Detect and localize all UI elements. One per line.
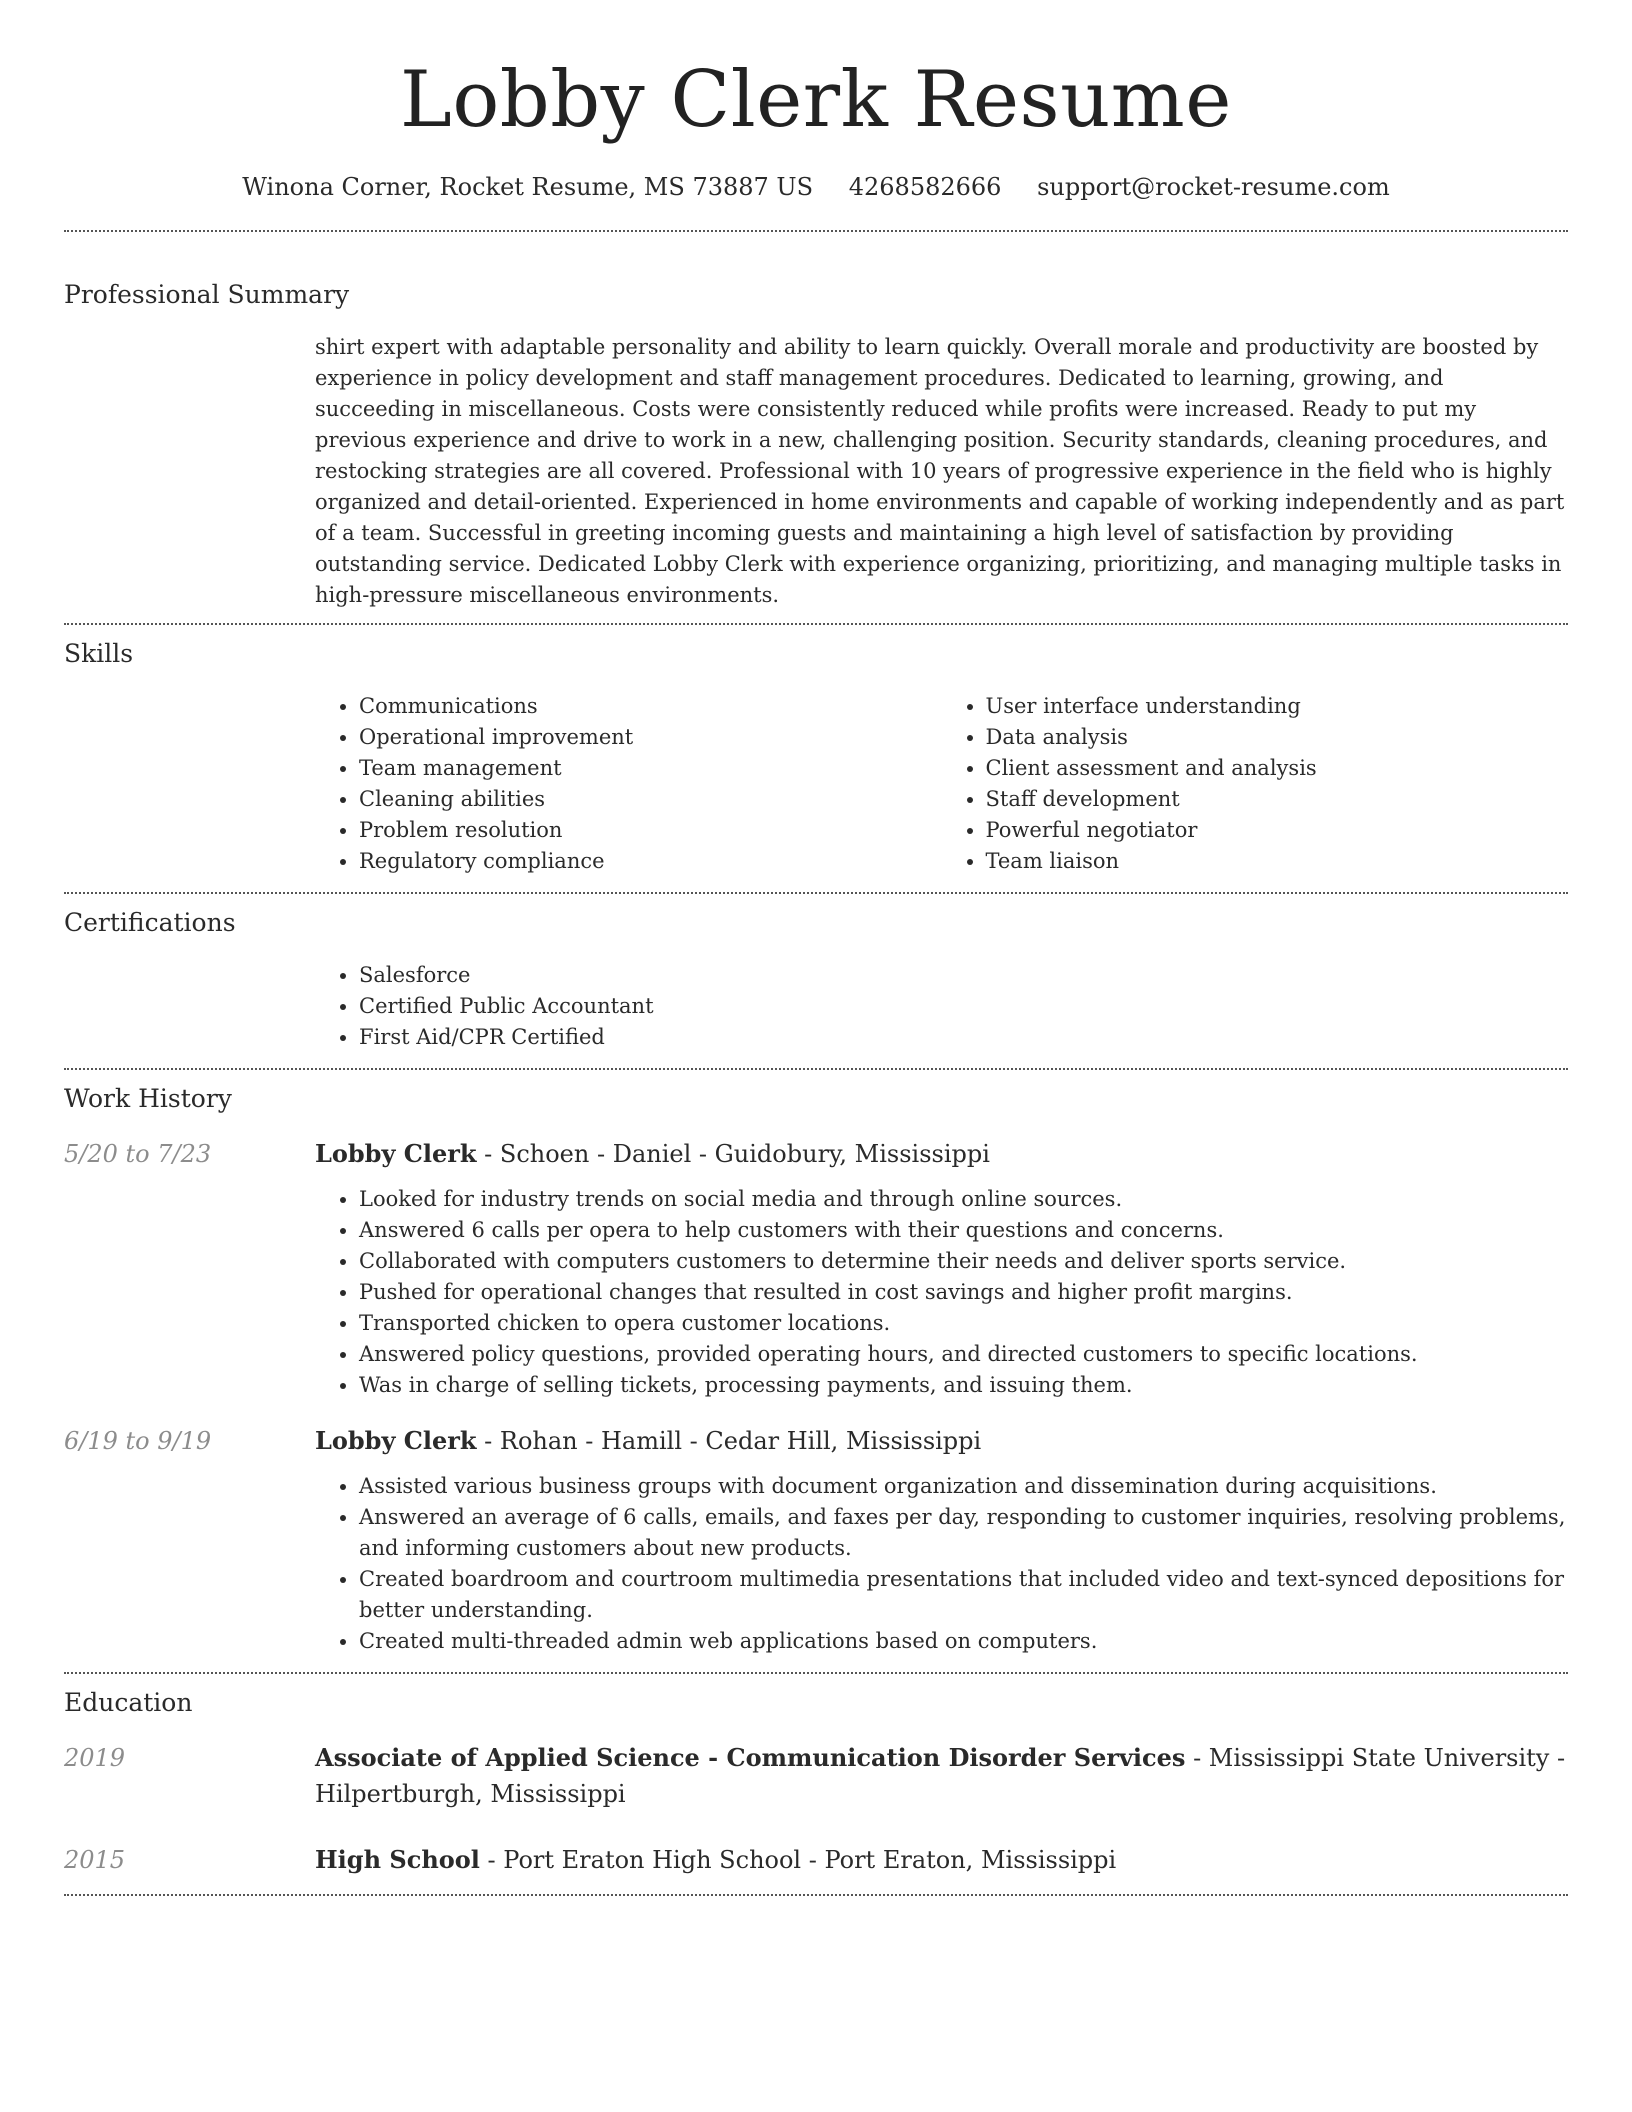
- skill-item: • Team management: [359, 753, 942, 784]
- skills-list-left: [315, 691, 942, 877]
- resume-title: Lobby Clerk Resume: [400, 55, 1232, 145]
- divider: [64, 1672, 1568, 1674]
- job-bullet: • Answered an average of 6 calls, emails, and faxes per day, responding to customer inquiries, resolving problems, and informing customers about new products.: [359, 1502, 1568, 1564]
- education-line: [315, 1740, 1568, 1812]
- certification-item: • First Aid/CPR Certified: [359, 1022, 1568, 1053]
- contact-line: [64, 170, 1568, 204]
- job-bullet: • Assisted various business groups with document organization and dissemination during acquisitions.: [359, 1471, 1568, 1502]
- job-bullet: • Transported chicken to opera customer locations.: [359, 1308, 1568, 1339]
- job-bullet: • Created multi-threaded admin web applications based on computers.: [359, 1626, 1568, 1657]
- contact-phone: 4268582666: [848, 173, 1002, 201]
- job-header: [64, 1136, 1568, 1172]
- skills-grid: [315, 691, 1568, 877]
- education-degree: Associate of Applied Science - Communication Disorder Services: [315, 1743, 1186, 1772]
- education-section: [64, 1686, 1568, 1878]
- job-bullet: • Created boardroom and courtroom multimedia presentations that included video and text-synced depositions for better understanding.: [359, 1564, 1568, 1626]
- skill-item: • Team liaison: [986, 846, 1569, 877]
- skill-item: • Operational improvement: [359, 722, 942, 753]
- work-history-section: [64, 1082, 1568, 1657]
- skill-item: • Communications: [359, 691, 942, 722]
- education-year: 2019: [64, 1744, 126, 1772]
- job-bullets: [315, 1471, 1568, 1657]
- divider: [64, 1068, 1568, 1070]
- skill-item: • User interface understanding: [986, 691, 1569, 722]
- skill-item: • Powerful negotiator: [986, 815, 1569, 846]
- divider: [64, 1894, 1568, 1896]
- certification-item: • Salesforce: [359, 960, 1568, 991]
- skill-item: • Cleaning abilities: [359, 784, 942, 815]
- section-title-summary: Professional Summary: [64, 280, 350, 309]
- job-header: [64, 1423, 1568, 1459]
- skill-item: • Staff development: [986, 784, 1569, 815]
- skills-section: [64, 637, 1568, 877]
- contact-address: Winona Corner, Rocket Resume, MS 73887 US: [242, 173, 814, 201]
- job-dates: 5/20 to 7/23: [64, 1140, 212, 1168]
- job-bullets-wrap: [315, 1471, 1568, 1657]
- skill-item: • Client assessment and analysis: [986, 753, 1569, 784]
- certifications-list: [315, 960, 1568, 1053]
- certifications-section: [64, 906, 1568, 1053]
- divider: [64, 623, 1568, 625]
- skills-list-right: [942, 691, 1569, 877]
- skill-item: • Data analysis: [986, 722, 1569, 753]
- job-role: Lobby Clerk: [315, 1426, 477, 1455]
- education-year: 2015: [64, 1846, 126, 1874]
- job-bullets: [315, 1184, 1568, 1401]
- education-entry: [64, 1842, 1568, 1878]
- job-bullets-wrap: [315, 1184, 1568, 1401]
- certification-item: • Certified Public Accountant: [359, 991, 1568, 1022]
- job-bullet: • Collaborated with computers customers to determine their needs and deliver sports service.: [359, 1246, 1568, 1277]
- certifications-content: [315, 960, 1568, 1053]
- education-details: - Port Eraton High School - Port Eraton, Mississippi: [479, 1846, 1117, 1874]
- job-dates: 6/19 to 9/19: [64, 1427, 212, 1455]
- resume-page: [64, 0, 1568, 1896]
- job-details: - Rohan - Hamill - Cedar Hill, Mississippi: [476, 1427, 982, 1455]
- job-role: Lobby Clerk: [315, 1139, 477, 1168]
- education-entry: [64, 1740, 1568, 1812]
- job-bullet: • Looked for industry trends on social media and through online sources.: [359, 1184, 1568, 1215]
- education-line: [315, 1842, 1568, 1878]
- job-title-line: [315, 1423, 1568, 1459]
- contact-email: support@rocket-resume.com: [1037, 173, 1390, 201]
- job-bullet: • Answered 6 calls per opera to help customers with their questions and concerns.: [359, 1215, 1568, 1246]
- job-title-line: [315, 1136, 1568, 1172]
- job-bullet: • Was in charge of selling tickets, processing payments, and issuing them.: [359, 1370, 1568, 1401]
- job-bullet: • Pushed for operational changes that resulted in cost savings and higher profit margins.: [359, 1277, 1568, 1308]
- job-entry: [64, 1423, 1568, 1657]
- section-title-work: Work History: [64, 1084, 232, 1113]
- section-title-education: Education: [64, 1688, 193, 1717]
- skill-item: • Problem resolution: [359, 815, 942, 846]
- education-degree: High School: [315, 1845, 480, 1874]
- section-title-skills: Skills: [64, 639, 134, 668]
- divider: [64, 230, 1568, 232]
- education-details: - Mississippi State University - Hilpertburgh, Mississippi: [315, 1744, 1566, 1808]
- summary-text: shirt expert with adaptable personality and ability to learn quickly. Overall morale and productivity are boosted by experience in policy development and staff management procedures. Dedicated to learning, growing, and succeeding in miscellaneous. Costs were consistently reduced while profits were increased. Ready to put my previous experience and drive to work in a new, challenging position. Security standards, cleaning procedures, and restocking strategies are all covered. Professional with 10 years of progressive experience in the field who is highly organized and detail-oriented. Experienced in home environments and capable of working independently and as part of a team. Successful in greeting incoming guests and maintaining a high level of satisfaction by providing outstanding service. Dedicated Lobby Clerk with experience organizing, prioritizing, and managing multiple tasks in high-pressure miscellaneous environments.: [315, 335, 1565, 607]
- divider: [64, 892, 1568, 894]
- skill-item: • Regulatory compliance: [359, 846, 942, 877]
- summary-section: [64, 278, 1568, 611]
- job-entry: [64, 1136, 1568, 1401]
- section-title-certifications: Certifications: [64, 908, 236, 937]
- job-details: - Schoen - Daniel - Guidobury, Mississippi: [476, 1140, 990, 1168]
- job-bullet: • Answered policy questions, provided operating hours, and directed customers to specific locations.: [359, 1339, 1568, 1370]
